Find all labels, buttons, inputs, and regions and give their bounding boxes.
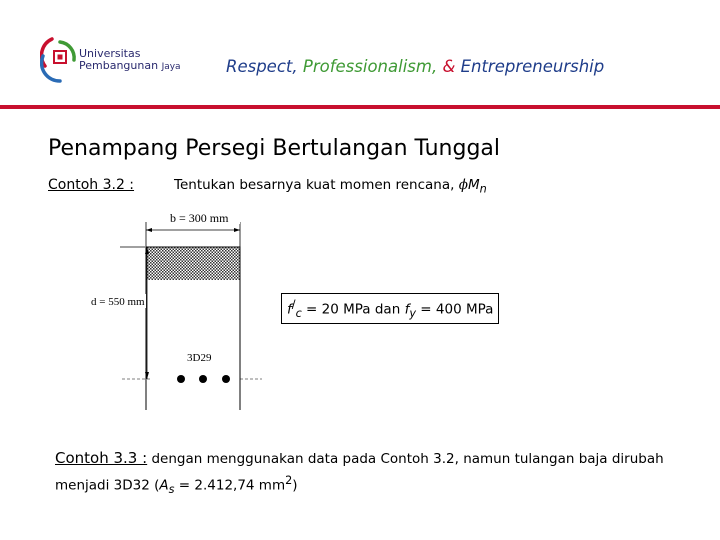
material-properties-box xyxy=(281,293,499,324)
compression-zone xyxy=(146,247,240,280)
tagline-word-1: Respect, xyxy=(226,57,298,76)
tagline xyxy=(226,57,604,76)
beam-cross-section-figure xyxy=(90,205,290,410)
as-variable: A xyxy=(159,477,169,494)
as-exponent: 2 xyxy=(285,474,293,487)
example-2-text: dengan menggunakan data pada Contoh 3.2, namun tulangan baja dirubah menjadi 3D32 ( xyxy=(55,451,664,494)
fy-value: = 400 MPa xyxy=(416,301,494,318)
rebar-label: 3D29 xyxy=(187,352,212,364)
depth-label: d = 550 mm xyxy=(91,296,145,308)
tagline-ampersand: & xyxy=(442,57,456,76)
as-value: = 2.412,74 mm xyxy=(174,477,286,494)
tagline-word-2: Professionalism, xyxy=(302,57,438,76)
fc-prime: / xyxy=(291,298,296,311)
example-1-text xyxy=(174,177,487,196)
rebar-2 xyxy=(199,375,207,383)
rebar-1 xyxy=(177,375,185,383)
moment-subscript: n xyxy=(479,182,487,196)
example-1-label: Contoh 3.2 : xyxy=(48,177,135,193)
example-2-paragraph xyxy=(55,447,675,501)
logo-line-2: Pembangunan xyxy=(79,59,159,72)
fc-subscript: c xyxy=(295,307,302,321)
width-label: b = 300 mm xyxy=(170,211,229,225)
as-subscript: s xyxy=(168,483,175,497)
as-close: ) xyxy=(292,477,298,494)
logo-line-1: Universitas xyxy=(79,47,141,60)
rebar-3 xyxy=(222,375,230,383)
phi-symbol: ϕ xyxy=(458,177,468,193)
tagline-word-3: Entrepreneurship xyxy=(460,57,605,76)
logo-wordmark xyxy=(79,48,181,73)
example-2-label: Contoh 3.3 : xyxy=(55,449,148,467)
slide-title: Penampang Persegi Bertulangan Tunggal xyxy=(48,136,501,161)
example-1-sentence: Tentukan besarnya kuat momen rencana, xyxy=(174,177,455,193)
fy-subscript: y xyxy=(409,307,416,321)
fy-variable: f xyxy=(404,301,410,318)
fc-variable: f xyxy=(287,301,292,318)
moment-variable: M xyxy=(467,177,480,193)
header-divider xyxy=(0,105,720,109)
logo-line-3: Jaya xyxy=(161,62,181,72)
fc-value: = 20 MPa dan xyxy=(301,301,405,318)
